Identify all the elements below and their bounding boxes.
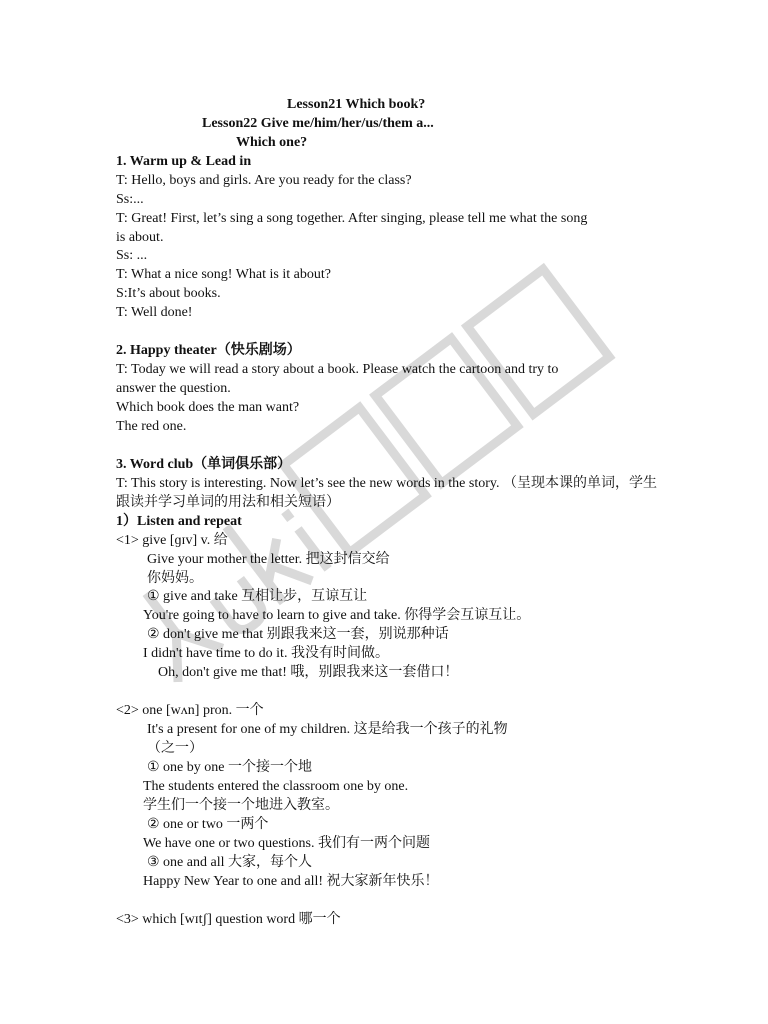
- phrase-line: ② one or two 一两个: [147, 817, 269, 832]
- example-line: It's a present for one of my children. 这是给我一个孩子的礼物: [147, 722, 508, 737]
- warmup-line: Ss:...: [116, 192, 144, 207]
- example-line: Oh, don't give me that! 哦，别跟我来这一套借口！: [158, 665, 459, 680]
- theater-line: T: Today we will read a story about a book. Please watch the cartoon and try to: [116, 362, 559, 377]
- theater-line: The red one.: [116, 419, 187, 434]
- word-entry-give: <1> give [ɡɪv] v. 给: [116, 533, 228, 548]
- phrase-line: ③ one and all 大家，每个人: [147, 855, 312, 870]
- title-line-2: Lesson22 Give me/him/her/us/them a...: [202, 116, 434, 131]
- warmup-line: T: Well done!: [116, 305, 193, 320]
- warmup-line: Ss: ...: [116, 248, 148, 263]
- example-line: We have one or two questions. 我们有一两个问题: [143, 836, 430, 851]
- example-line: You're going to have to learn to give and take. 你得学会互谅互让。: [143, 608, 531, 623]
- theater-heading: 2. Happy theater（快乐剧场）: [116, 343, 301, 358]
- example-line: 学生们一个接一个地进入教室。: [143, 798, 339, 813]
- example-line: Happy New Year to one and all! 祝大家新年快乐！: [143, 874, 439, 889]
- phrase-line: ② don't give me that 别跟我来这一套，别说那种话: [147, 627, 449, 642]
- phrase-line: ① give and take 互相让步，互谅互让: [147, 589, 368, 604]
- example-line: The students entered the classroom one by one.: [143, 779, 409, 794]
- wordclub-heading: 3. Word club（单词俱乐部）: [116, 457, 292, 472]
- warmup-line: S:It’s about books.: [116, 286, 221, 301]
- example-line: Give your mother the letter. 把这封信交给: [147, 552, 390, 567]
- title-line-1: Lesson21 Which book?: [287, 97, 426, 112]
- word-entry-one: <2> one [wʌn] pron. 一个: [116, 703, 264, 718]
- warmup-line: is about.: [116, 230, 164, 245]
- theater-line: answer the question.: [116, 381, 231, 396]
- phrase-line: ① one by one 一个接一个地: [147, 760, 312, 775]
- title-line-3: Which one?: [236, 135, 308, 150]
- example-line: （之一）: [147, 741, 203, 756]
- warmup-line: T: Hello, boys and girls. Are you ready for the class?: [116, 173, 412, 188]
- warmup-line: T: Great! First, let’s sing a song together. After singing, please tell me what the song: [116, 211, 588, 226]
- wordclub-line: 跟读并学习单词的用法和相关短语）: [116, 495, 340, 510]
- theater-line: Which book does the man want?: [116, 400, 300, 415]
- listen-repeat-subheading: 1）Listen and repeat: [116, 514, 242, 529]
- word-entry-which: <3> which [wɪtʃ] question word 哪一个: [116, 912, 341, 927]
- warmup-line: T: What a nice song! What is it about?: [116, 267, 331, 282]
- warmup-heading: 1. Warm up & Lead in: [116, 154, 252, 169]
- wordclub-line: T: This story is interesting. Now let’s see the new words in the story. （呈现本课的单词，学生: [116, 476, 657, 491]
- example-line: I didn't have time to do it. 我没有时间做。: [143, 646, 389, 661]
- example-line: 你妈妈。: [147, 571, 203, 586]
